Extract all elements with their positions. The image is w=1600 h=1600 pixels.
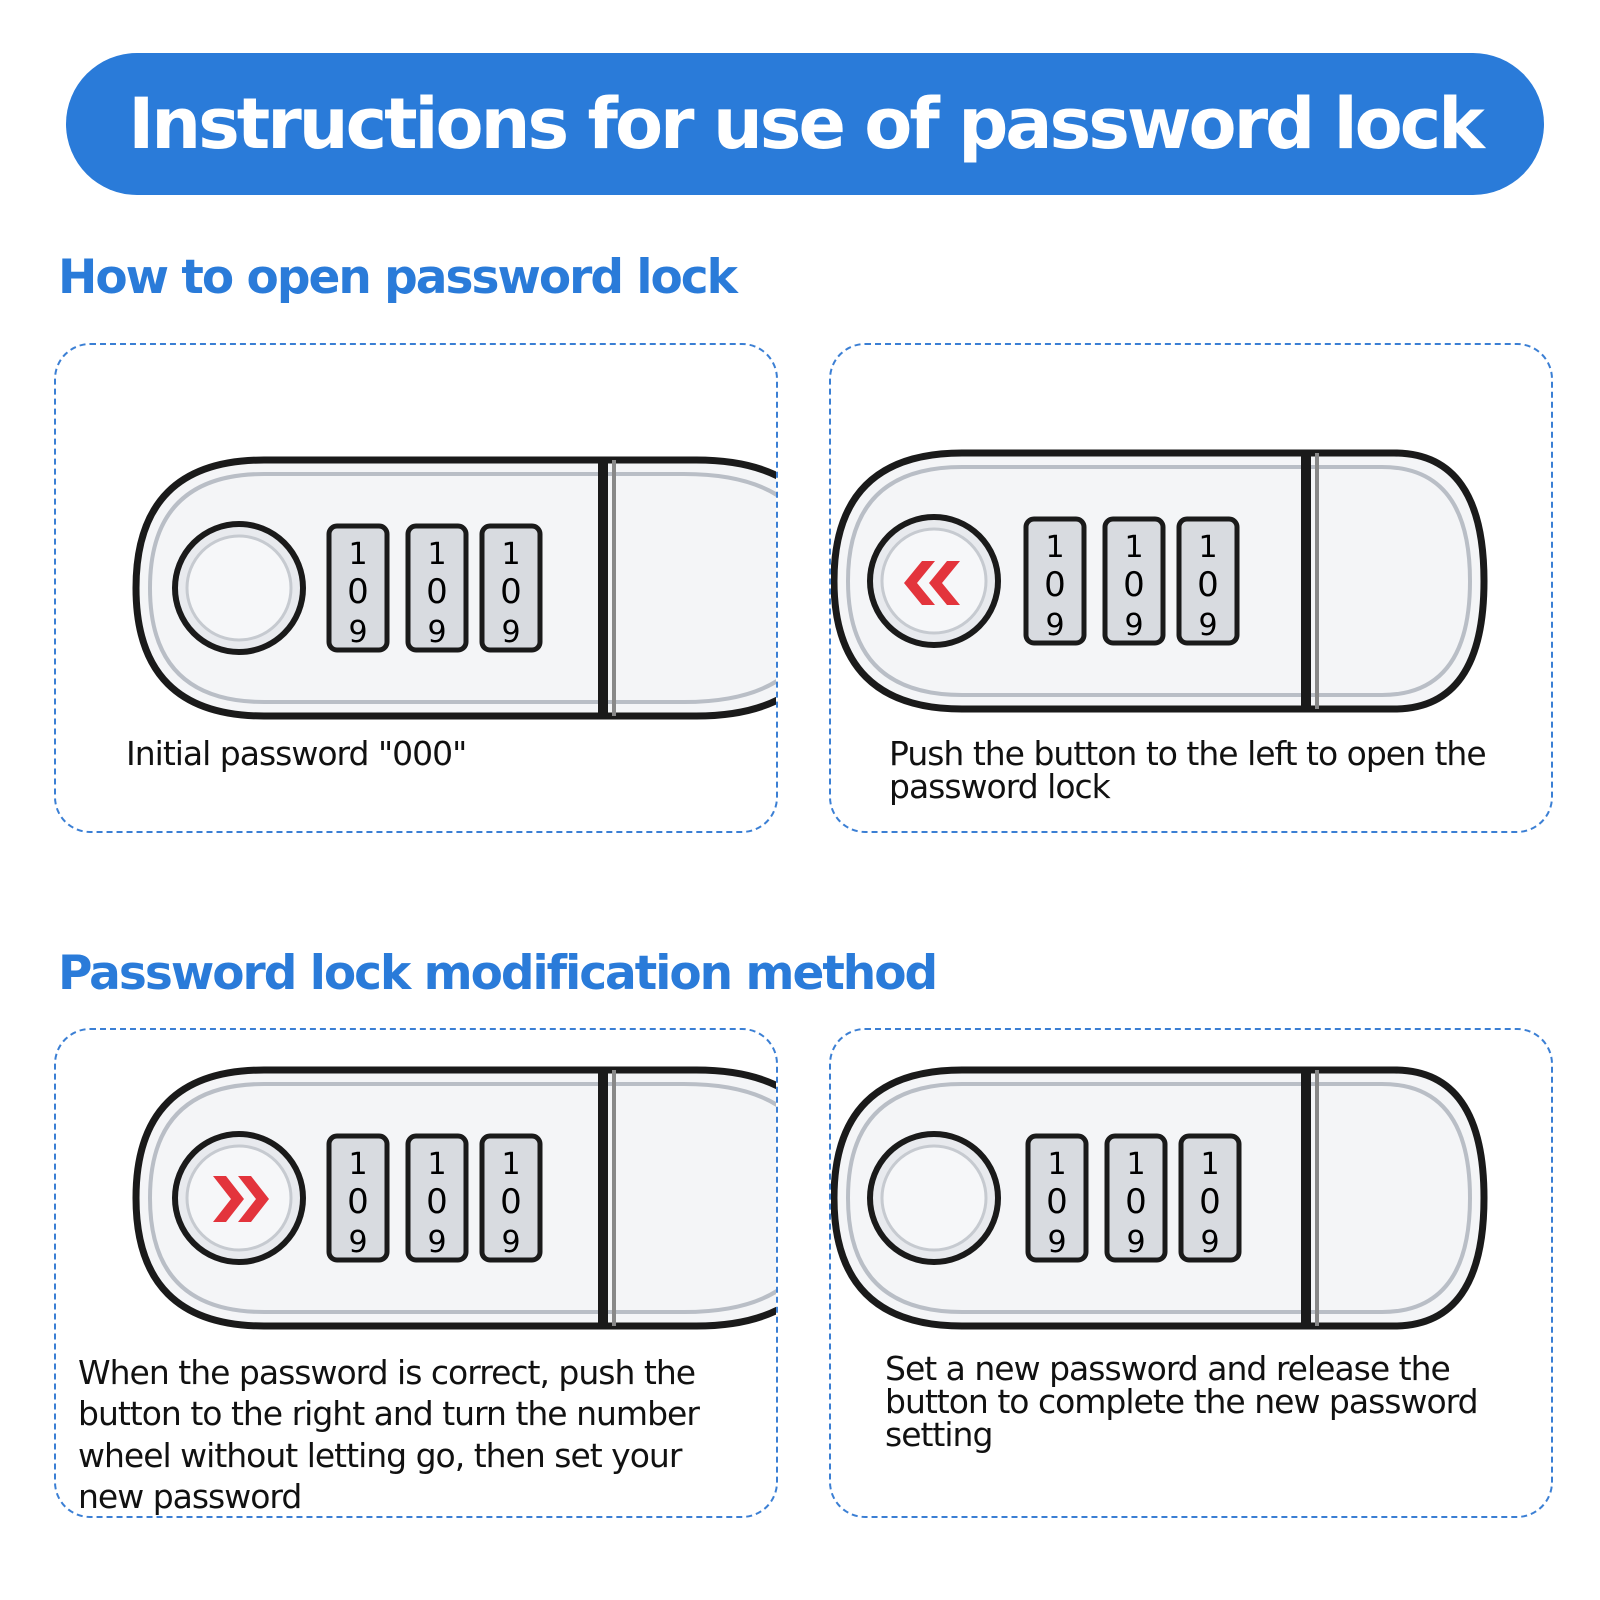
svg-text:0: 0 — [347, 1182, 369, 1222]
dial-2 — [1107, 1136, 1165, 1260]
svg-text:0: 0 — [1046, 1182, 1068, 1222]
svg-text:0: 0 — [1125, 1182, 1147, 1222]
svg-text:0: 0 — [426, 572, 448, 612]
svg-text:0: 0 — [500, 1182, 522, 1222]
panel-set-new-password — [829, 1028, 1553, 1518]
dial-3 — [1179, 519, 1237, 643]
dial-3 — [482, 526, 540, 650]
svg-text:1: 1 — [427, 1147, 447, 1182]
page-title: Instructions for use of password lock — [128, 83, 1482, 165]
svg-text:1: 1 — [1126, 1147, 1146, 1182]
svg-text:1: 1 — [1200, 1147, 1220, 1182]
caption-push-left: Push the button to the left to open the password lock — [889, 734, 1486, 806]
svg-text:9: 9 — [1047, 1225, 1067, 1260]
dial-1 — [329, 526, 387, 650]
svg-text:9: 9 — [501, 615, 521, 650]
svg-text:0: 0 — [347, 572, 369, 612]
svg-text:1: 1 — [1047, 1147, 1067, 1182]
svg-text:1: 1 — [501, 537, 521, 572]
svg-text:1: 1 — [1124, 530, 1144, 565]
svg-text:9: 9 — [427, 1225, 447, 1260]
dial-3 — [482, 1136, 540, 1260]
svg-text:0: 0 — [1044, 565, 1066, 605]
caption-initial-password: Initial password "000" — [126, 734, 467, 773]
caption-push-right: When the password is correct, push the button to the right and turn the number wheel without letting go, then set your new password — [78, 1353, 699, 1516]
title-banner — [66, 53, 1544, 195]
panel-initial-password — [54, 343, 778, 833]
svg-text:0: 0 — [500, 572, 522, 612]
svg-text:1: 1 — [501, 1147, 521, 1182]
svg-text:9: 9 — [348, 615, 368, 650]
svg-text:0: 0 — [426, 1182, 448, 1222]
dial-2 — [408, 1136, 466, 1260]
panel-push-right — [54, 1028, 778, 1518]
section-title-modify: Password lock modification method — [58, 946, 937, 1001]
svg-text:1: 1 — [348, 537, 368, 572]
svg-text:9: 9 — [1124, 608, 1144, 643]
dial-2 — [408, 526, 466, 650]
svg-text:9: 9 — [1126, 1225, 1146, 1260]
section-title-open: How to open password lock — [58, 250, 736, 305]
dial-1 — [1028, 1136, 1086, 1260]
svg-text:1: 1 — [427, 537, 447, 572]
dial-2 — [1105, 519, 1163, 643]
svg-text:0: 0 — [1123, 565, 1145, 605]
svg-text:9: 9 — [1045, 608, 1065, 643]
svg-text:0: 0 — [1199, 1182, 1221, 1222]
dial-1 — [1026, 519, 1084, 643]
svg-text:1: 1 — [1198, 530, 1218, 565]
svg-text:9: 9 — [427, 615, 447, 650]
svg-text:0: 0 — [1197, 565, 1219, 605]
svg-text:1: 1 — [348, 1147, 368, 1182]
panel-push-left — [829, 343, 1553, 833]
svg-text:9: 9 — [1198, 608, 1218, 643]
dial-3 — [1181, 1136, 1239, 1260]
svg-text:9: 9 — [1200, 1225, 1220, 1260]
caption-set-new-password: Set a new password and release the button to complete the new password setting — [885, 1349, 1478, 1454]
svg-text:9: 9 — [348, 1225, 368, 1260]
svg-text:9: 9 — [501, 1225, 521, 1260]
dial-1 — [329, 1136, 387, 1260]
svg-text:1: 1 — [1045, 530, 1065, 565]
